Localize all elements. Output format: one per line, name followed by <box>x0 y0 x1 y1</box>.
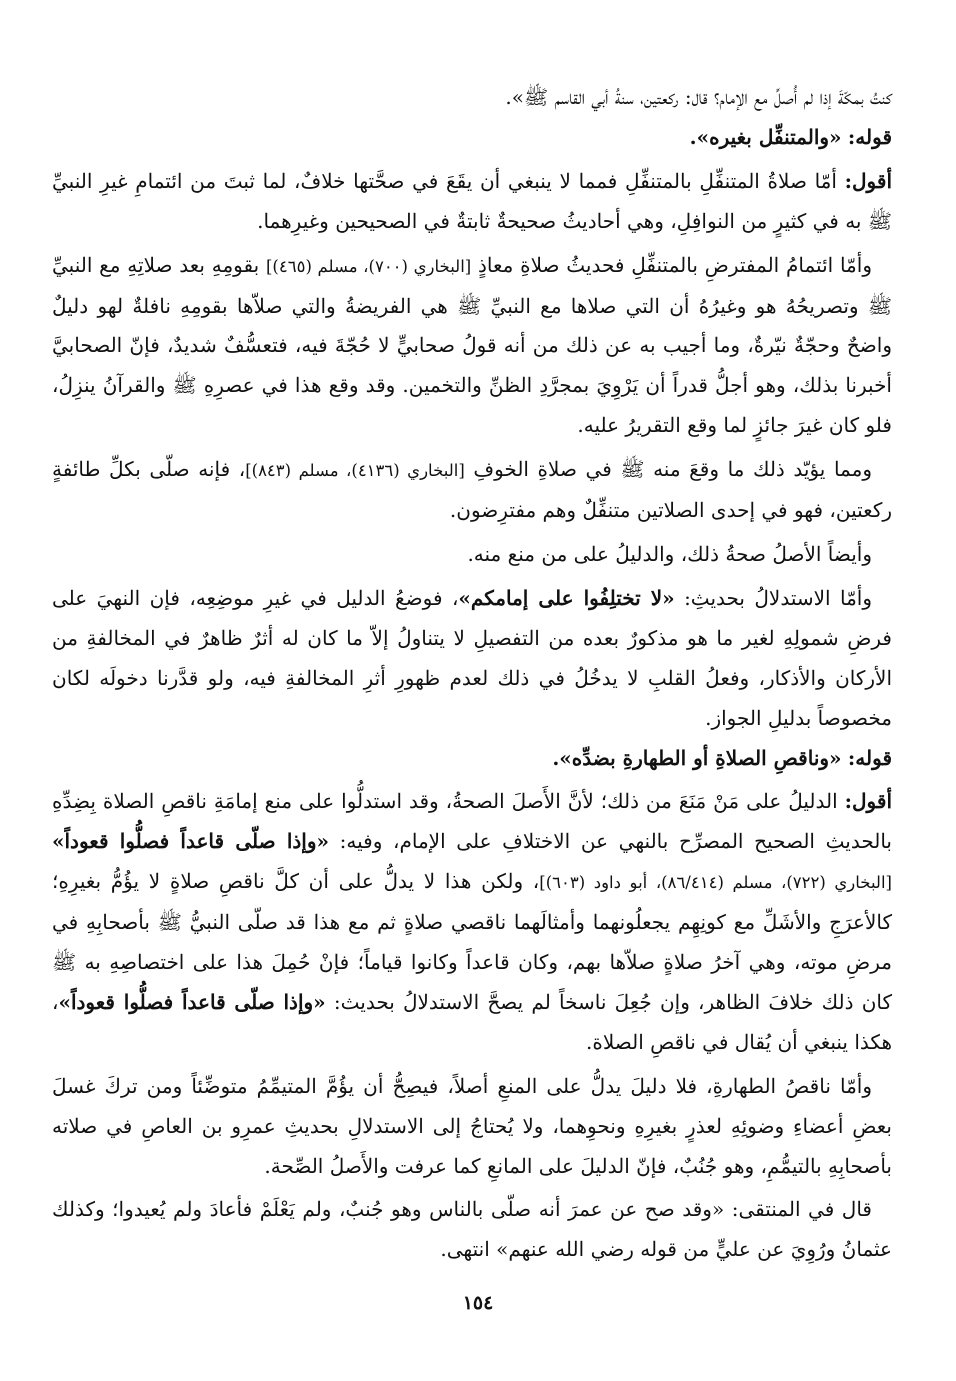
paragraph-2 <box>52 118 892 158</box>
citation-reference: [البخاري (٧٠٠)، مسلم (٤٦٥)] <box>265 256 472 276</box>
paragraph-4 <box>52 246 892 447</box>
text-segment: قال في المنتقى: «وقد صح عن عمرَ أنه صلّى بالناس وهو جُنبٌ، ولم يَعْلَمْ فأعادَ ولم يُعيدوا؛ وكذلك عثمانُ ورُوِيَ عن عليٍّ من قوله رضي الله عنهم» انتهى. <box>52 1197 892 1262</box>
paragraph-text: كنتُ بمكّةَ إذا لم أُصلِّ مع الإمام؟ قال: ركعتين، سنةُ أبي القاسم ﷺ». <box>505 85 892 109</box>
citation-reference: [البخاري (٤١٣٦)، مسلم (٨٤٣)] <box>245 461 465 481</box>
text-segment: الدليلُ على مَنْ مَنَعَ من ذلك؛ لأنَّ الأَصلَ الصحةُ، وقد استدلُّوا على منع إمامَةِ ناقصِ الصلاة بِضِدِّهِ بالحديثِ الصحيح المصرِّح بالنهي عن الاختلافِ على الإمام، وفيه: <box>52 789 892 854</box>
text-segment: ومما يؤيّد ذلك ما وقعَ منه ﷺ في صلاةِ الخوفِ <box>464 457 872 482</box>
citation-reference: [البخاري (٧٢٢)، مسلم (٨٦/٤١٤)، أبو داود (٦٠٣)] <box>539 873 892 893</box>
aqul-label: أقول: <box>844 789 893 814</box>
text-segment: ، ولكن هذا لا يدلُّ على أن كلَّ ناقصِ صلاةٍ لا يؤُمُّ بغيرِهِ؛ كالأعرَجِ والأشَلِّ مع كونِهِم يجعلُونهما وأمثالَهما ناقصي صلاةٍ ثم مع هذا قد صلّى النبيُّ ﷺ بأصحابِهِ في مرضِ موته، وهي آخرُ صلاةٍ صلاّها بهم، وكان قاعداً وكانوا قياماً؛ فإنْ حُمِلَ هذا على اختصاصِهِ به ﷺ كان ذلك خلافَ الظاهر، وإن جُعِلَ ناسخاً لم يصحَّ الاستدلالُ بحديث: <box>52 869 892 1014</box>
paragraph-3 <box>52 162 892 242</box>
paragraph-text: أمّا صلاةُ المتنفِّلِ بالمتنفِّلِ فمما لا ينبغي أن يقَعَ في صحَّتها خلافٌ، لما ثبتَ من ائتمامِ غيرِ النبيِّ ﷺ به في كثيرٍ من النوافِلِ، وهي أحاديثُ صحيحةٌ ثابتةٌ في الصحيحين وغيرِهما. <box>52 168 892 233</box>
heading-label: قوله: <box>847 745 892 770</box>
paragraph-text: «والمتنفِّل بغيره». <box>689 124 842 149</box>
paragraph-text: «وناقصِ الصلاةِ أو الطهارةِ بضدِّه». <box>552 745 842 770</box>
hadith-quote: «لا تختلِفُوا على إمامكم» <box>458 585 675 610</box>
text-segment: بقومِهِ بعد صلاتِهِ مع النبيِّ ﷺ وتصريحُهُ هو وغيرُهُ أن التي صلاها مع النبيِّ ﷺ هي الفريضةُ والتي صلاّها بقومِهِ نافلةٌ لهو دليلٌ واضحٌ وحجّةٌ نيّرةٌ، وما أجيب به عن ذلك من أنه قولُ صحابيٍّ لا حُجّةَ فيه، فتعسُّفٌ شديدٌ، فإنّ الصحابيَّ أخبرنا بذلك، وهو أجلُّ قدراً أن يَرْوِيَ بمجرَّدِ الظنِّ والتخمين. وقد وقع هذا في عصرِهِ ﷺ والقرآنُ ينزِلُ، فلو كان غيرَ جائزٍ لما وقع التقريرُ عليه. <box>52 252 892 438</box>
body-text <box>52 78 892 1270</box>
hadith-quote: «وإذا صلّى قاعداً فصلُّوا قعوداً» <box>52 829 330 854</box>
paragraph-6 <box>52 535 892 575</box>
paragraph-8 <box>52 739 892 779</box>
text-segment: وأمّا ائتمامُ المفترضِ بالمتنفِّلِ فحديثُ صلاةِ معاذٍ <box>471 252 872 277</box>
text-segment: ، فإنه صلّى بكلِّ طائفةٍ ركعتين، فهو في إحدى الصلاتين متنفِّلٌ وهم مفترِضون. <box>52 457 892 523</box>
hadith-quote: «وإذا صلّى قاعداً فصلُّوا قعوداً» <box>58 989 326 1014</box>
paragraph-11 <box>52 1190 892 1270</box>
paragraph-text: وأمّا ناقصُ الطهارةِ، فلا دليلَ يدلُّ على المنعِ أصلاً، فيصِحُّ أن يؤُمَّ المتيمِّمُ متوضِّئاً ومن تركَ غسلَ بعضِ أعضاءِ وضوئِهِ لعذرٍ بغيرِهِ ونحوِهما، ولا يُحتاجُ إلى الاستدلالِ بحديثِ عمرِو بن العاصِ في صلاته بأصحابِهِ بالتيمُّمِ، وهو جُنُبٌ، فإنّ الدليلَ على المانعِ كما عرفت والأَصلُ الصِّحة. <box>52 1073 892 1178</box>
paragraph-7 <box>52 579 892 739</box>
paragraph-5 <box>52 450 892 531</box>
heading-label: قوله: <box>847 124 892 149</box>
text-segment: وأمّا الاستدلالُ بحديثِ: <box>674 585 873 610</box>
aqul-label: أقول: <box>844 168 893 193</box>
page-number: ١٥٤ <box>462 1292 494 1314</box>
paragraph-10 <box>52 1067 892 1187</box>
text-segment: ، هكذا ينبغي أن يُقال في ناقصِ الصلاة. <box>52 989 892 1054</box>
paragraph-9 <box>52 782 892 1062</box>
paragraph-text: وأيضاً الأصلُ صحةُ ذلك، والدليلُ على من منع منه. <box>467 541 872 566</box>
text-segment: ، فوضعُ الدليل في غيرِ موضِعِه، فإن النهيَ على فرضِ شمولِهِ لغير ما هو مذكورٌ بعده من التفصيلِ لا يتناولُ إلاّ ما كان له أثرٌ ظاهرٌ في المخالفةِ من الأركان والأذكار، وفعلُ القلبِ لا يدخُلُ في ذلك لعدم ظهورِ أثرِ المخالفةِ فيه، ولو قدَّرنا دخولَه لكان مخصوصاً بدليلِ الجواز. <box>52 585 892 730</box>
paragraph-1 <box>52 78 892 118</box>
